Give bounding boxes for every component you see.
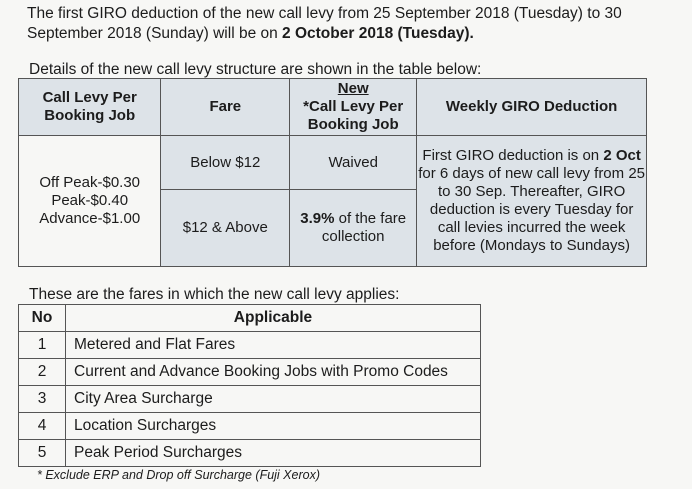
- applicable-fares-table: [18, 304, 481, 467]
- row-item: Location Surcharges: [66, 413, 481, 440]
- details-caption: Details of the new call levy structure are shown in the table below:: [29, 61, 482, 78]
- header-no: No: [19, 305, 66, 332]
- row-item: Metered and Flat Fares: [66, 332, 481, 359]
- levy-structure-table: [18, 78, 647, 267]
- intro-paragraph: [27, 4, 677, 44]
- giro-date: 2 Oct: [603, 147, 641, 164]
- table-row: [19, 359, 481, 386]
- fares-header-row: [19, 305, 481, 332]
- fare-below-12: Below $12: [161, 136, 290, 190]
- header-applicable: Applicable: [66, 305, 481, 332]
- row-item: Current and Advance Booking Jobs with Promo Codes: [66, 359, 481, 386]
- header-weekly-giro: Weekly GIRO Deduction: [417, 79, 647, 136]
- levy-percentage: [290, 190, 417, 267]
- header-fare: Fare: [161, 79, 290, 136]
- levy-advance: Advance-$1.00: [39, 210, 141, 227]
- fare-12-above: $12 & Above: [161, 190, 290, 267]
- row-number: 4: [19, 413, 66, 440]
- giro-text-1: First GIRO deduction is on: [422, 147, 604, 164]
- intro-text: The first GIRO deduction of the new call levy from 25 September 2018 (Tuesday) to 30 September 2018 (Sunday) will be on: [27, 5, 622, 42]
- row-number: 5: [19, 440, 66, 467]
- levy-percent-text: of the fare collection: [321, 210, 407, 245]
- giro-text-2: for 6 days of new call levy from 25 to 30 Sep. Thereafter, GIRO deduction is every Tuesday for call levies incurred the week before (Mondays to Sundays): [418, 165, 645, 254]
- table-row: [19, 386, 481, 413]
- header-new-call-levy: [290, 79, 417, 136]
- row-number: 3: [19, 386, 66, 413]
- levy-peak: Peak-$0.40: [51, 192, 129, 209]
- levy-values-cell: [19, 136, 161, 267]
- table-row: [19, 413, 481, 440]
- giro-deduction-cell: [417, 136, 647, 267]
- table-row: [19, 440, 481, 467]
- header-call-levy-per-booking: Call Levy Per Booking Job: [19, 79, 161, 136]
- intro-date: 2 October 2018 (Tuesday).: [282, 25, 474, 42]
- footnote: * Exclude ERP and Drop off Surcharge (Fuji Xerox): [37, 468, 320, 482]
- levy-off-peak: Off Peak-$0.30: [39, 174, 141, 191]
- header-new-label: New: [337, 80, 369, 97]
- fares-table-title: These are the fares in which the new call levy applies:: [29, 286, 400, 303]
- levy-percent-value: 3.9%: [300, 210, 335, 227]
- levy-row-below-12: [19, 136, 647, 190]
- row-item: Peak Period Surcharges: [66, 440, 481, 467]
- row-item: City Area Surcharge: [66, 386, 481, 413]
- row-number: 1: [19, 332, 66, 359]
- levy-header-row: [19, 79, 647, 136]
- header-new-levy-text: *Call Levy Per Booking Job: [303, 98, 404, 133]
- row-number: 2: [19, 359, 66, 386]
- levy-waived: Waived: [290, 136, 417, 190]
- table-row: [19, 332, 481, 359]
